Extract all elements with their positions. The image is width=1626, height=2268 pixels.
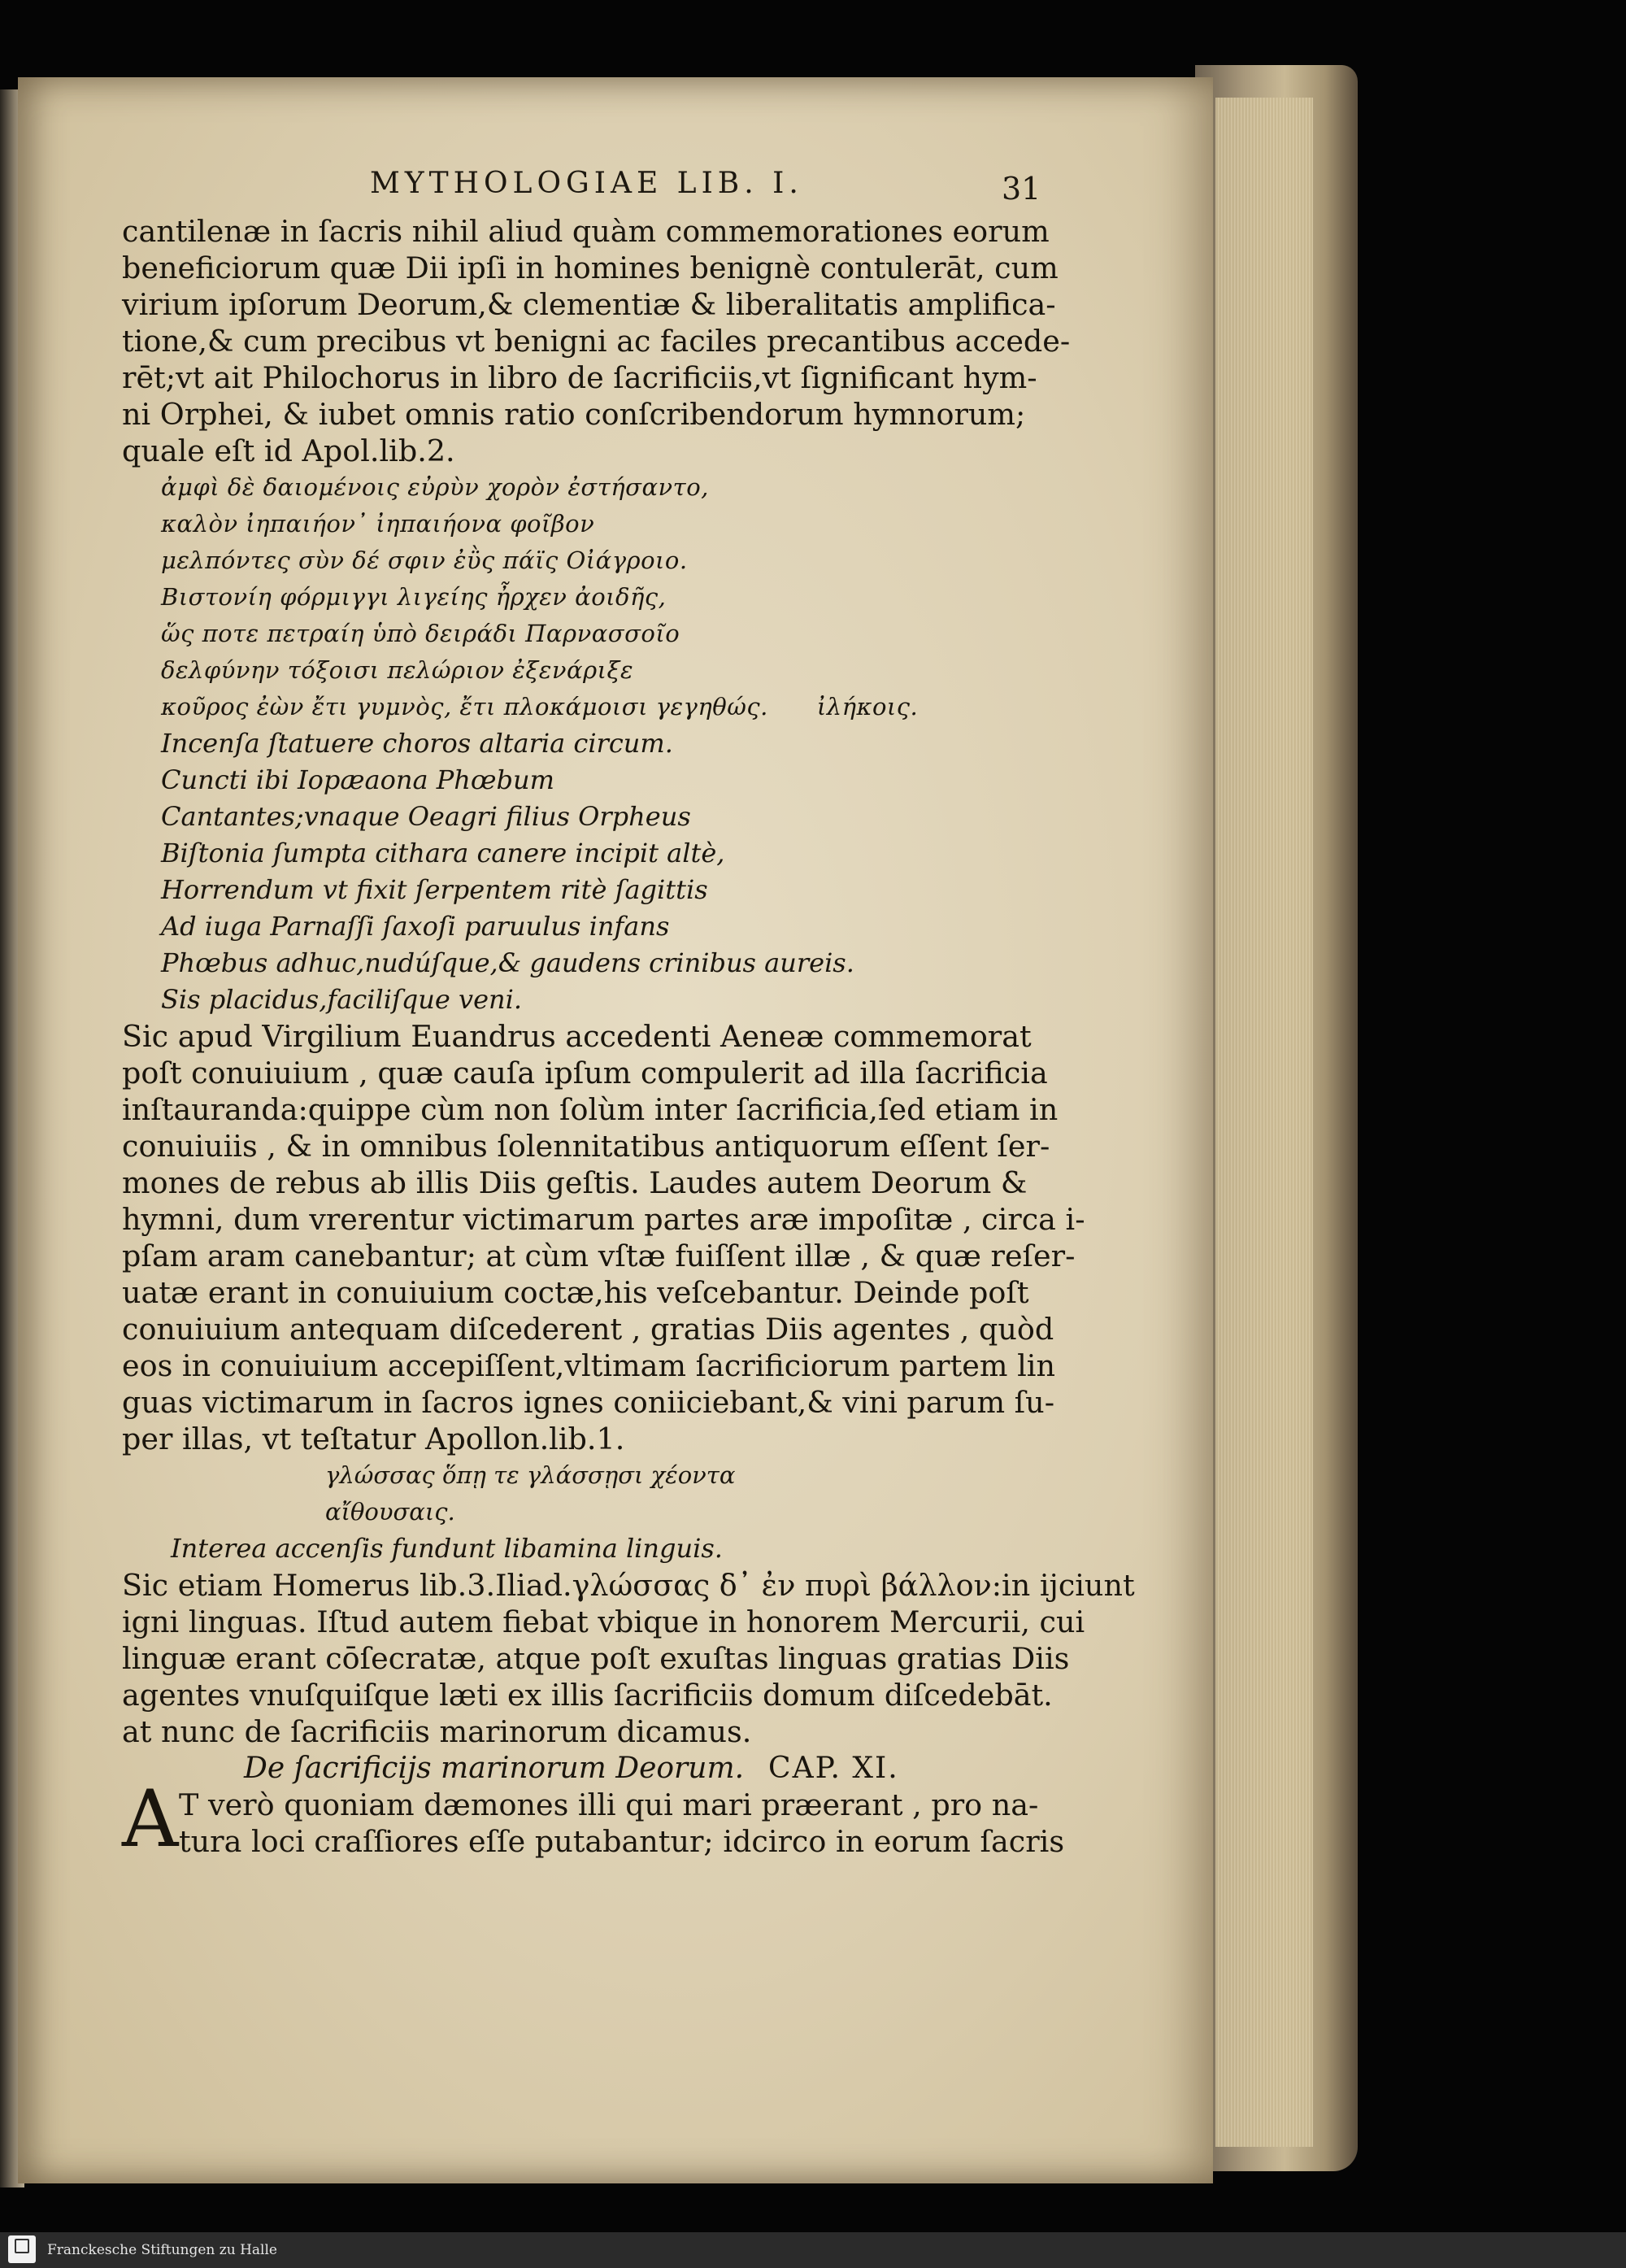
chapter-opening [122,1774,1065,1865]
text-line: poſt conuiuium , quæ cauſa ipſum compulerit ad illa ſacrificia [122,1056,1048,1090]
drop-cap: A [122,1774,179,1865]
text-line: T verò quoniam dæmones illi qui mari præerant , pro na- [179,1787,1039,1822]
text-line: beneficiorum quæ Dii ipſi in homines benignè contulerāt, cum [122,250,1059,285]
institution-logo-icon [8,2235,36,2263]
text-line: inſtauranda:quippe cùm non ſolùm inter ſacrificia,ſed etiam in [122,1092,1059,1127]
latin-verse-line: Incenſa ſtatuere choros altaria circum. [161,728,673,759]
text-line: eos in conuiuium accepiſſent,vltimam ſacrificiorum partem lin [122,1348,1055,1383]
greek-quote-line: αἴθουσαις. [325,1498,455,1526]
text-line: mones de rebus ab illis Diis geſtis. Laudes autem Deorum & [122,1165,1028,1200]
viewer-footer [0,2232,1626,2268]
text-line: uatæ erant in conuiuium coctæ,his veſcebantur. Deinde poſt [122,1275,1029,1310]
greek-verse-line-with-gloss [122,689,1041,725]
text-line: tura loci craſſiores eſſe putabantur; idcirco in eorum ſacris [179,1824,1065,1859]
page-fore-edge [1215,98,1313,2147]
greek-verse-line: δελφύνην τόξοισι πελώριον ἐξενάριξε [161,656,634,684]
greek-quote-line: γλώσσας ὅπῃ τε γλάσσῃσι χέοντα [325,1461,736,1489]
text-line: quale eſt id Apol.lib.2. [122,433,455,468]
greek-verse-text: κοῦρος ἐὼν ἔτι γυμνὸς, ἔτι πλοκάμοισι γεγηθώς. [161,693,768,720]
latin-verse-line: Cantantes;vnaque Oeagri filius Orpheus [161,801,691,832]
latin-quote-line: Interea accenſis fundunt libamina linguis. [171,1533,723,1564]
text-line: Sic apud Virgilium Euandrus accedenti Aeneæ commemorat [122,1019,1032,1054]
greek-verse-line: μελπόντες σὺν δέ σφιν ἐῢς πάϊς Οἰάγροιο. [161,546,688,574]
text-line: rēt;vt ait Philochorus in libro de ſacrificiis,vt ſignificant hym- [122,360,1037,395]
greek-verse-line: ἀμφὶ δὲ δαιομένοις εὐρὺν χορὸν ἐστήσαντο, [161,473,709,501]
paragraph-3 [122,1567,1135,1750]
page-number: 31 [1002,171,1041,207]
latin-verse-line: Biſtonia ſumpta cithara canere incipit altè, [161,838,725,868]
text-line: cantilenæ in ſacris nihil aliud quàm commemorationes eorum [122,214,1050,249]
text-line: linguæ erant cōſecratæ, atque poſt exuſtas linguas gratias Diis [122,1641,1070,1676]
text-line: conuiuium antequam diſcederent , gratias Diis agentes , quòd [122,1312,1054,1347]
text-line: guas victimarum in ſacros ignes coniiciebant,& vini parum ſu- [122,1385,1055,1420]
latin-verse-line: Sis placidus,faciliſque veni. [161,984,523,1015]
page-text [122,213,1135,1865]
chapter-heading [122,1750,1041,1787]
text-line: tione,& cum precibus vt benigni ac faciles precantibus accede- [122,324,1071,359]
running-head: MYTHOLOGIAE LIB. I. [370,167,803,200]
greek-gloss: ἰλήκοις. [816,693,919,720]
chapter-number: CAP. XI. [768,1752,899,1785]
paragraph-1 [122,213,1071,469]
text-line: pſam aram canebantur; at cùm vſtæ fuiſſent illæ , & quæ reſer- [122,1238,1076,1273]
text-line: ni Orphei, & iubet omnis ratio conſcribendorum hymnorum; [122,397,1026,432]
text-line: per illas, vt teſtatur Apollon.lib.1. [122,1421,625,1456]
greek-verse-block [122,469,1041,725]
greek-verse-line: Βιστονίη φόρμιγγι λιγείης ἦρχεν ἀοιδῆς, [161,583,667,611]
paragraph-2 [122,1018,1085,1457]
latin-verse-line: Cuncti ibi Iopæaona Phœbum [161,764,554,795]
chapter-title: De ſacrificijs marinorum Deorum. [244,1752,745,1785]
text-line: virium ipſorum Deorum,& clementiæ & liberalitatis amplifica- [122,287,1056,322]
text-line: at nunc de ſacrificiis marinorum dicamus. [122,1714,752,1749]
latin-verse-line: Phœbus adhuc,nudúſque,& gaudens crinibus aureis. [161,947,854,978]
text-line: Sic etiam Homerus lib.3.Iliad.γλώσσας δ᾽ ἐν πυρὶ βάλλον:in ijciunt [122,1568,1135,1603]
text-line: agentes vnuſquiſque læti ex illis ſacrificiis domum diſcedebāt. [122,1678,1053,1713]
text-line: igni linguas. Iſtud autem fiebat vbique in honorem Mercurii, cui [122,1604,1085,1639]
text-line: conuiuiis , & in omnibus ſolennitatibus antiquorum eſſent ſer- [122,1129,1050,1164]
latin-verse-line: Ad iuga Parnaſſi ſaxoſi paruulus infans [161,911,670,942]
text-line: hymni, dum vrerentur victimarum partes aræ impoſitæ , circa i- [122,1202,1085,1237]
latin-verse-block [122,725,1041,1018]
greek-quote-block [122,1457,1041,1530]
greek-verse-line: ὥς ποτε πετραίη ὑπὸ δειράδι Παρνασσοῖο [161,620,680,647]
greek-verse-line: καλὸν ἰηπαιήον᾽ ἰηπαιήονα φοῖβον [161,510,595,538]
institution-name: Franckesche Stiftungen zu Halle [47,2242,277,2258]
latin-verse-line: Horrendum vt fixit ſerpentem ritè ſagittis [161,874,708,905]
